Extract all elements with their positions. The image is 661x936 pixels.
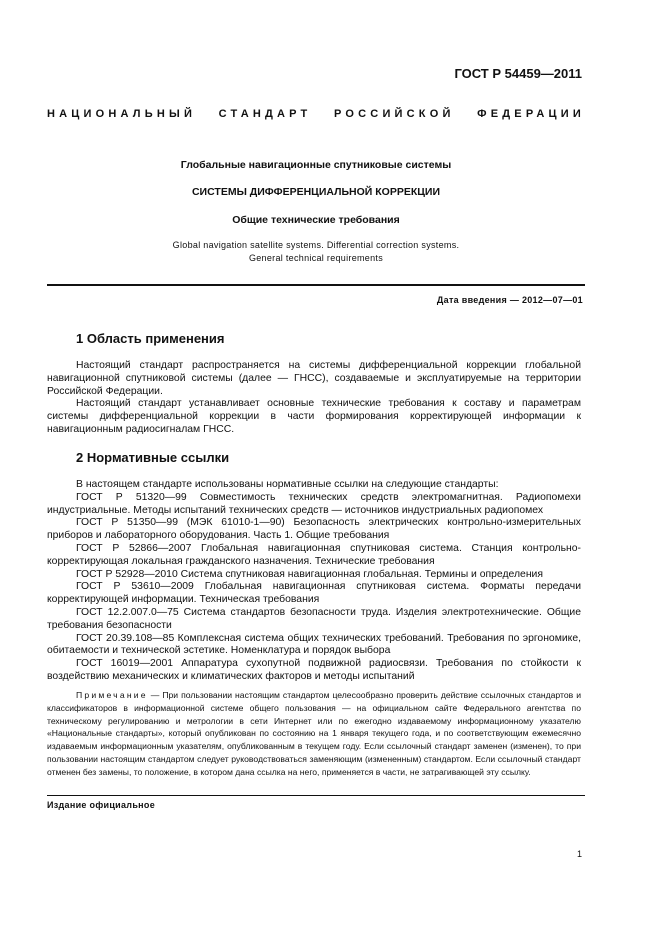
section-1-body (47, 360, 581, 437)
english-title-2: General technical requirements (248, 253, 384, 263)
national-word-4: ФЕДЕРАЦИИ (477, 108, 585, 120)
footer-divider (47, 795, 585, 796)
reference-item: ГОСТ 16019—2001 Аппаратура сухопутной подвижной радиосвязи. Требования по стойкости к воздействию механических и климатических факторов и методы испытаний (47, 658, 581, 682)
section-1-paragraph: Настоящий стандарт распространяется на системы дифференциальной коррекции глобальной навигационной спутниковой системы (далее — ГНСС), создаваемые и эксплуатируемые на территории Российской Федерации. (47, 360, 581, 397)
section-2-intro: В настоящем стандарте использованы нормативные ссылки на следующие стандарты: (76, 479, 499, 490)
national-standard-heading (47, 108, 585, 120)
document-number: ГОСТ Р 54459—2011 (454, 66, 582, 81)
title-line-2: СИСТЕМЫ ДИФФЕРЕНЦИАЛЬНОЙ КОРРЕКЦИИ (191, 186, 441, 198)
note-text: — При пользовании настоящим стандартом целесообразно проверить действие ссылочных стандартов и классификаторов в информационной системе общего пользования — на официальном сайте Федерального агентства по техническому регулированию и метрологии в сети Интернет или по ежегодно издаваемому информационному указателю «Национальные стандарты», который опубликован по состоянию на 1 января текущего года, и по соответствующим ежемесячно издаваемым информационным указателям, опубликованным в текущем году. Если ссылочный стандарт заменен (изменен), то при пользовании настоящим стандартом следует руководствоваться заменяющим (измененным) стандартом. Если ссылочный стандарт отменен без замены, то положение, в котором дана ссылка на него, применяется в части, не затрагивающей эту ссылку. (47, 690, 581, 777)
section-2-title: 2 Нормативные ссылки (76, 450, 230, 465)
national-word-3: РОССИЙСКОЙ (334, 108, 455, 120)
note-label: Примечание (76, 690, 148, 700)
top-divider (47, 284, 585, 286)
effective-date: Дата введения — 2012—07—01 (436, 295, 583, 305)
reference-item: ГОСТ Р 52928—2010 Система спутниковая навигационная глобальная. Термины и определения (76, 568, 543, 580)
national-word-2: СТАНДАРТ (218, 108, 312, 120)
section-1-paragraph: Настоящий стандарт устанавливает основные технические требования к составу и параметрам системы дифференциальной коррекции в части формирования корректирующей информации к навигационным радиосигналам ГНСС. (47, 398, 581, 435)
reference-item: ГОСТ 12.2.007.0—75 Система стандартов безопасности труда. Изделия электротехнические. Общие требования безопасности (47, 606, 581, 631)
reference-item: ГОСТ Р 53610—2009 Глобальная навигационная спутниковая система. Форматы передачи корректирующей информации. Техническая требования (47, 581, 581, 606)
reference-item: ГОСТ 20.39.108—85 Комплексная система общих технических требований. Требования по эргономике, обитаемости и технической эстетике. Номенклатура и порядок выбора (47, 632, 581, 657)
reference-item: ГОСТ Р 51350—99 (МЭК 61010-1—90) Безопасность электрических контрольно-измерительных приборов и лабораторного оборудования. Часть 1. Общие требования (47, 517, 581, 542)
reference-item: ГОСТ Р 51320—99 Совместимость технических средств электромагнитная. Радиопомехи индустриальные. Методы испытаний технических средств — источников индустриальных радиопомех (47, 491, 581, 516)
note (47, 689, 581, 779)
page-number: 1 (576, 849, 582, 859)
national-word-1: НАЦИОНАЛЬНЫЙ (47, 108, 197, 120)
english-title-1: Global navigation satellite systems. Differential correction systems. (172, 240, 460, 250)
section-2-body (47, 479, 581, 684)
title-line-1: Глобальные навигационные спутниковые системы (180, 159, 452, 171)
edition-label: Издание официальное (47, 800, 156, 810)
title-line-3: Общие технические требования (232, 214, 400, 226)
section-1-title: 1 Область применения (76, 331, 225, 346)
reference-item: ГОСТ Р 52866—2007 Глобальная навигационная спутниковая система. Станция контрольно-корректирующая локальная гражданского назначения. Технические требования (47, 542, 581, 567)
